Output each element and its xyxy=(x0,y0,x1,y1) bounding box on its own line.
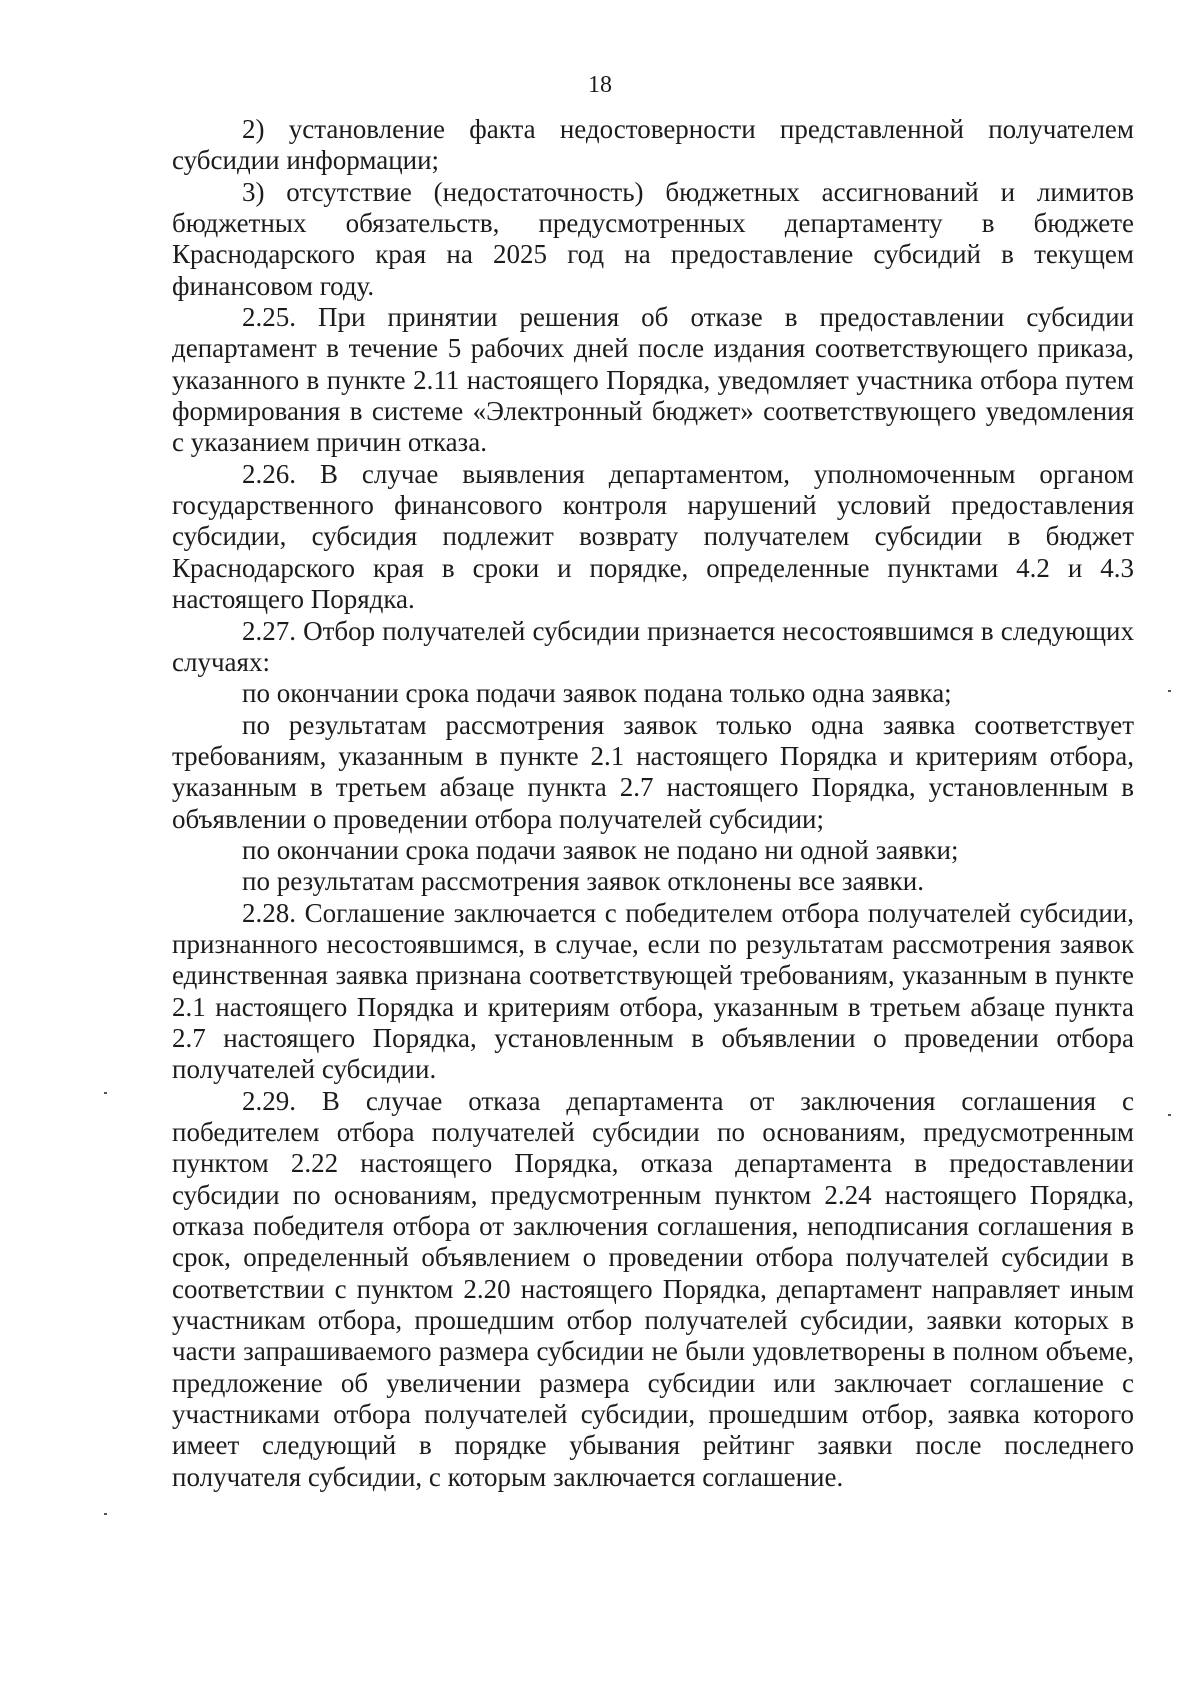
paragraph-case-all-rejected: по результатам рассмотрения заявок отклонены все заявки. xyxy=(242,866,924,897)
scan-speck xyxy=(1168,690,1171,692)
paragraph-item-2: 2) установление факта недостоверности представленной получателем субсидии информации; xyxy=(172,114,1134,176)
paragraph-item-3: 3) отсутствие (недостаточность) бюджетных ассигнований и лимитов бюджетных обязательств, предусмотренных департаменту в бюджете Краснодарского края на 2025 год на предоставление субсидий в текущем финансовом году. xyxy=(172,176,1134,301)
document-body xyxy=(172,114,1134,1493)
paragraph-2-27: 2.27. Отбор получателей субсидии признается несостоявшимся в следующих случаях: xyxy=(172,615,1134,677)
paragraph-2-28: 2.28. Соглашение заключается с победителем отбора получателей субсидии, признанного несостоявшимся, в случае, если по результатам рассмотрения заявок единственная заявка признана соответствующей требованиям, указанным в пункте 2.1 настоящего Порядка и критериям отбора, указанным в третьем абзаце пункта 2.7 настоящего Порядка, установленным в объявлении о проведении отбора получателей субсидии. xyxy=(172,897,1134,1085)
paragraph-2-26: 2.26. В случае выявления департаментом, уполномоченным органом государственного финансового контроля нарушений условий предоставления субсидии, субсидия подлежит возврату получателем субсидии в бюджет Краснодарского края в сроки и порядке, определенные пунктами 4.2 и 4.3 настоящего Порядка. xyxy=(172,458,1134,615)
scan-speck xyxy=(104,1092,107,1094)
paragraph-case-no-applications: по окончании срока подачи заявок не подано ни одной заявки; xyxy=(242,834,959,865)
page-number: 18 xyxy=(588,72,612,98)
scan-speck xyxy=(1168,1114,1171,1116)
paragraph-2-29: 2.29. В случае отказа департамента от заключения соглашения с победителем отбора получателей субсидии по основаниям, предусмотренным пунктом 2.22 настоящего Порядка, отказа департамента в предоставлении субсидии по основаниям, предусмотренным пунктом 2.24 настоящего Порядка, отказа победителя отбора от заключения соглашения, неподписания соглашения в срок, определенный объявлением о проведении отбора получателей субсидии в соответствии с пунктом 2.20 настоящего Порядка, департамент направляет иным участникам отбора, прошедшим отбор получателей субсидии, заявки которых в части запрашиваемого размера субсидии не были удовлетворены в полном объеме, предложение об увеличении размера субсидии или заключает соглашение с участниками отбора получателей субсидии, прошедшим отбор, заявка которого имеет следующий в порядке убывания рейтинг заявки после последнего получателя субсидии, с которым заключается соглашение. xyxy=(172,1085,1134,1492)
paragraph-case-one-application: по окончании срока подачи заявок подана только одна заявка; xyxy=(242,678,952,709)
paragraph-2-25: 2.25. При принятии решения об отказе в предоставлении субсидии департамент в течение 5 рабочих дней после издания соответствующего приказа, указанного в пункте 2.11 настоящего Порядка, уведомляет участника отбора путем формирования в системе «Электронный бюджет» соответствующего уведомления с указанием причин отказа. xyxy=(172,302,1134,458)
scan-speck xyxy=(104,1513,107,1515)
paragraph-case-one-compliant: по результатам рассмотрения заявок только одна заявка соответствует требованиям, указанным в пункте 2.1 настоящего Порядка и критериям отбора, указанным в третьем абзаце пункта 2.7 настоящего Порядка, установленным в объявлении о проведении отбора получателей субсидии; xyxy=(172,709,1134,834)
